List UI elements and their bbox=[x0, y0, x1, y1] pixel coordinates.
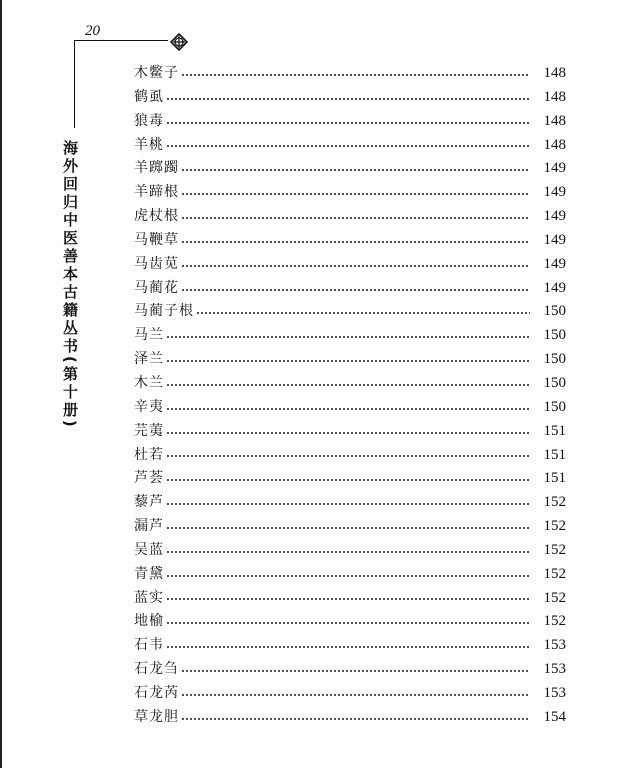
toc-entry bbox=[134, 634, 566, 658]
toc-entry-label: 青黛 bbox=[134, 565, 164, 582]
toc-entry-page: 153 bbox=[543, 637, 566, 654]
toc-entry bbox=[134, 181, 566, 205]
toc-entry-label: 芦荟 bbox=[134, 470, 164, 487]
toc-dot-leader bbox=[166, 115, 530, 129]
toc-entry bbox=[134, 539, 566, 563]
diamond-ornament-icon bbox=[170, 33, 188, 51]
toc-entry-page: 151 bbox=[543, 470, 566, 487]
toc-dot-leader bbox=[166, 544, 530, 558]
toc-entry-page: 153 bbox=[543, 684, 566, 701]
toc-dot-leader bbox=[166, 138, 530, 152]
toc-dot-leader bbox=[181, 663, 530, 677]
toc-entry bbox=[134, 110, 566, 134]
toc-entry bbox=[134, 610, 566, 634]
toc-entry-label: 羊蹄根 bbox=[134, 184, 179, 201]
toc-dot-leader bbox=[181, 162, 530, 176]
toc-dot-leader bbox=[181, 186, 530, 200]
toc-dot-leader bbox=[166, 496, 530, 510]
toc-entry-label: 马鞭草 bbox=[134, 231, 179, 248]
toc-entry-page: 151 bbox=[543, 446, 566, 463]
header-rule bbox=[74, 40, 168, 41]
toc-entry bbox=[134, 253, 566, 277]
toc-entry-page: 152 bbox=[543, 613, 566, 630]
toc-entry bbox=[134, 372, 566, 396]
toc-entry-page: 149 bbox=[543, 184, 566, 201]
toc-entry-label: 狼毒 bbox=[134, 112, 164, 129]
toc-entry-page: 152 bbox=[543, 541, 566, 558]
toc-entry-page: 149 bbox=[543, 208, 566, 225]
toc-entry-label: 杜若 bbox=[134, 446, 164, 463]
toc-entry-label: 吴蓝 bbox=[134, 541, 164, 558]
toc-entry-page: 150 bbox=[543, 303, 566, 320]
toc-dot-leader bbox=[166, 639, 530, 653]
toc-entry-label: 羊桃 bbox=[134, 136, 164, 153]
toc-dot-leader bbox=[166, 568, 530, 582]
toc-dot-leader bbox=[181, 687, 530, 701]
toc-dot-leader bbox=[166, 591, 530, 605]
toc-entry bbox=[134, 682, 566, 706]
toc-entry-page: 149 bbox=[543, 231, 566, 248]
toc-entry-page: 152 bbox=[543, 589, 566, 606]
toc-entry-label: 马齿苋 bbox=[134, 255, 179, 272]
toc-dot-leader bbox=[181, 67, 530, 81]
toc-entry-page: 148 bbox=[543, 88, 566, 105]
toc-entry-page: 150 bbox=[543, 398, 566, 415]
toc-entry bbox=[134, 277, 566, 301]
toc-dot-leader bbox=[166, 472, 530, 486]
toc-entry-label: 辛夷 bbox=[134, 398, 164, 415]
toc-entry-label: 马蔺子根 bbox=[134, 303, 194, 320]
toc-entry bbox=[134, 563, 566, 587]
toc-dot-leader bbox=[166, 329, 530, 343]
page-number: 20 bbox=[85, 23, 100, 39]
table-of-contents bbox=[134, 62, 566, 730]
toc-dot-leader bbox=[181, 711, 530, 725]
toc-entry bbox=[134, 444, 566, 468]
toc-entry-page: 148 bbox=[543, 112, 566, 129]
toc-entry-page: 154 bbox=[543, 708, 566, 725]
toc-entry bbox=[134, 396, 566, 420]
toc-entry bbox=[134, 658, 566, 682]
toc-dot-leader bbox=[181, 282, 530, 296]
toc-entry-label: 石韦 bbox=[134, 637, 164, 654]
toc-entry bbox=[134, 515, 566, 539]
toc-entry-label: 鹤虱 bbox=[134, 88, 164, 105]
toc-entry bbox=[134, 134, 566, 158]
toc-entry bbox=[134, 229, 566, 253]
toc-entry bbox=[134, 62, 566, 86]
toc-entry-page: 150 bbox=[543, 351, 566, 368]
toc-dot-leader bbox=[181, 210, 530, 224]
toc-dot-leader bbox=[166, 377, 530, 391]
toc-dot-leader bbox=[166, 401, 530, 415]
toc-entry bbox=[134, 420, 566, 444]
toc-dot-leader bbox=[181, 234, 530, 248]
toc-entry-label: 马兰 bbox=[134, 327, 164, 344]
toc-dot-leader bbox=[166, 425, 530, 439]
toc-dot-leader bbox=[166, 615, 530, 629]
toc-entry-page: 152 bbox=[543, 565, 566, 582]
toc-entry-label: 虎杖根 bbox=[134, 208, 179, 225]
toc-entry-page: 150 bbox=[543, 374, 566, 391]
series-title: 海外回归中医善本古籍丛书(第十册) bbox=[61, 140, 79, 430]
toc-entry-label: 草龙胆 bbox=[134, 708, 179, 725]
toc-entry-label: 石龙芮 bbox=[134, 684, 179, 701]
toc-entry-page: 151 bbox=[543, 422, 566, 439]
toc-entry bbox=[134, 205, 566, 229]
toc-entry-page: 148 bbox=[543, 65, 566, 81]
toc-dot-leader bbox=[166, 520, 530, 534]
toc-entry bbox=[134, 467, 566, 491]
toc-entry-label: 马蔺花 bbox=[134, 279, 179, 296]
toc-entry bbox=[134, 491, 566, 515]
toc-entry-label: 藜芦 bbox=[134, 494, 164, 511]
toc-entry bbox=[134, 706, 566, 730]
toc-entry bbox=[134, 324, 566, 348]
toc-entry bbox=[134, 348, 566, 372]
toc-entry-label: 羊踯躅 bbox=[134, 160, 179, 177]
toc-dot-leader bbox=[181, 258, 530, 272]
toc-entry-page: 152 bbox=[543, 518, 566, 535]
toc-entry-label: 蓝实 bbox=[134, 589, 164, 606]
toc-entry-page: 150 bbox=[543, 327, 566, 344]
toc-dot-leader bbox=[166, 448, 530, 462]
toc-entry-page: 153 bbox=[543, 661, 566, 678]
toc-entry-page: 149 bbox=[543, 160, 566, 177]
toc-dot-leader bbox=[166, 353, 530, 367]
toc-entry-page: 149 bbox=[543, 255, 566, 272]
toc-entry-label: 地榆 bbox=[134, 613, 164, 630]
toc-entry bbox=[134, 86, 566, 110]
toc-entry-label: 木兰 bbox=[134, 374, 164, 391]
toc-entry-label: 石龙刍 bbox=[134, 661, 179, 678]
toc-entry bbox=[134, 157, 566, 181]
toc-dot-leader bbox=[166, 91, 530, 105]
toc-entry-page: 152 bbox=[543, 494, 566, 511]
toc-entry-page: 148 bbox=[543, 136, 566, 153]
toc-entry-label: 漏芦 bbox=[134, 518, 164, 535]
page-left-border bbox=[0, 0, 2, 768]
toc-entry-label: 泽兰 bbox=[134, 351, 164, 368]
toc-entry bbox=[134, 587, 566, 611]
toc-dot-leader bbox=[196, 305, 530, 319]
toc-entry-label: 木鳖子 bbox=[134, 65, 179, 81]
toc-entry bbox=[134, 300, 566, 324]
side-rule bbox=[74, 40, 75, 128]
toc-entry-page: 149 bbox=[543, 279, 566, 296]
toc-entry-label: 芫荑 bbox=[134, 422, 164, 439]
